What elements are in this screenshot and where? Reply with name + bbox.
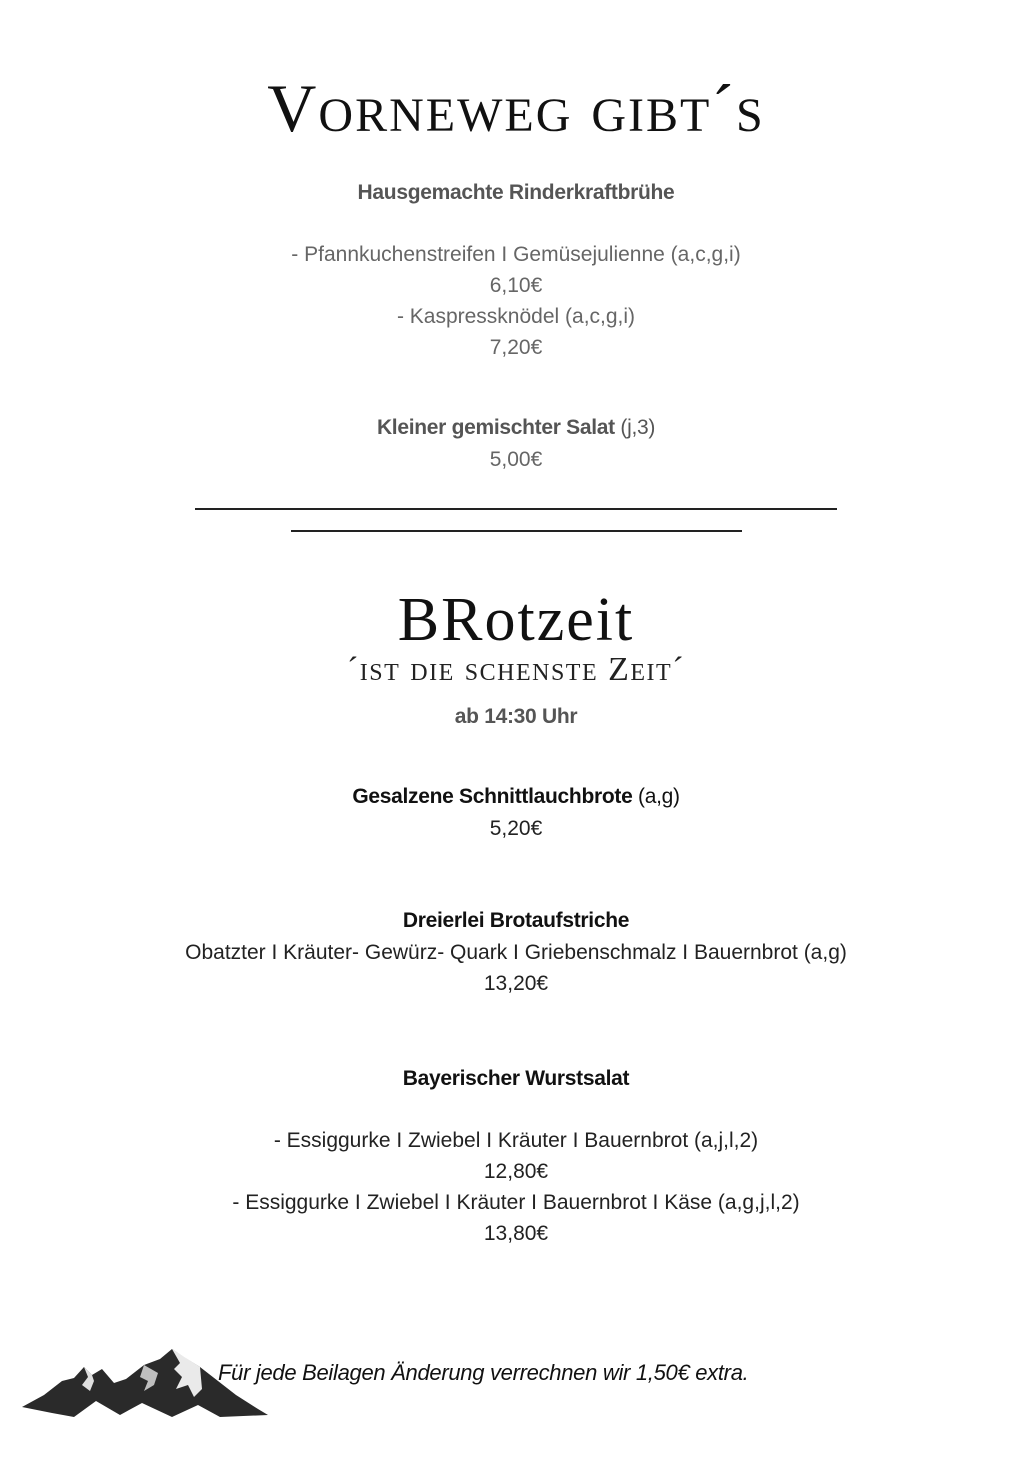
item-schnittlauchbrote (0, 782, 1032, 812)
salad-allergens: (j,3) (620, 416, 656, 439)
wurstsalat-option-1-price: 12,80€ (483, 1160, 549, 1183)
section-title-starters: Vorneweg gibt´s (267, 70, 765, 146)
section-title-brotzeit: BRotzeit (397, 586, 635, 654)
item-brotaufstriche-price: 13,20€ (483, 972, 549, 995)
soup-option-2-price: 7,20€ (489, 336, 543, 359)
salad-price: 5,00€ (489, 448, 543, 471)
item-brotaufstriche-description: Obatzter I Kräuter- Gewürz- Quark I Griebenschmalz I Bauernbrot (a,g) (185, 941, 847, 964)
salad-name: Kleiner gemischter Salat (376, 416, 615, 439)
brotzeit-time: ab 14:30 Uhr (454, 705, 578, 728)
soup-option-1: - Pfannkuchenstreifen I Gemüsejulienne (a,c,g,i) (291, 243, 741, 266)
wurstsalat-option-2-price: 13,80€ (483, 1222, 549, 1245)
item-brotaufstriche-name: Dreierlei Brotaufstriche (402, 909, 630, 932)
wurstsalat-option-2: - Essiggurke I Zwiebel I Kräuter I Bauernbrot I Käse (a,g,j,l,2) (232, 1191, 800, 1214)
divider-short (291, 530, 742, 532)
wurstsalat-option-1: - Essiggurke I Zwiebel I Kräuter I Bauernbrot (a,j,l,2) (273, 1129, 759, 1152)
item-allergens: (a,g) (638, 785, 680, 808)
footnote: Für jede Beilagen Änderung verrechnen wir 1,50€ extra. (218, 1360, 749, 1385)
soup-name: Hausgemachte Rinderkraftbrühe (357, 181, 675, 204)
salad-line (0, 413, 1032, 443)
wurstsalat-name: Bayerischer Wurstsalat (402, 1067, 630, 1090)
item-price: 5,20€ (489, 817, 543, 840)
divider-long (195, 508, 837, 510)
section-subtitle-brotzeit: ´ist die schenste Zeit´ (346, 651, 686, 688)
item-name: Gesalzene Schnittlauchbrote (352, 785, 633, 808)
soup-option-2: - Kaspressknödel (a,c,g,i) (396, 305, 636, 328)
soup-option-1-price: 6,10€ (489, 274, 543, 297)
